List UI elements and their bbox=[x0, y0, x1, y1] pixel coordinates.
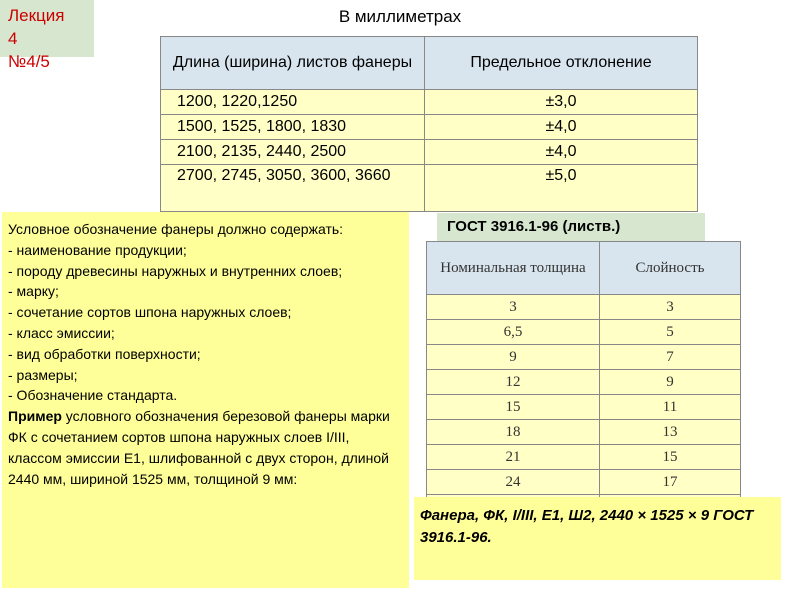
tolerance-cell: ±4,0 bbox=[425, 140, 698, 165]
requirement-line: Условное обозначение фанеры должно содержать: bbox=[8, 221, 344, 237]
example-result-box bbox=[414, 497, 781, 580]
plies-cell: 15 bbox=[600, 445, 741, 470]
requirement-line: - сочетание сортов шпона наружных слоев; bbox=[8, 304, 292, 321]
plies-cell: 11 bbox=[600, 395, 741, 420]
example-text: условного обозначения березовой фанеры марки ФК с сочетанием сортов шпона наружных слоев I/III, классом эмиссии Е1, шлифованной с двух сторон, длиной 2440 мм, шириной 1525 мм, толщиной 9 мм: bbox=[8, 408, 390, 487]
thickness-cell: 21 bbox=[427, 445, 600, 470]
dimensions-table bbox=[160, 36, 698, 212]
header-thickness: Номинальная толщина bbox=[427, 242, 600, 295]
example-paragraph bbox=[8, 406, 403, 489]
units-title: В миллиметрах bbox=[338, 7, 462, 26]
table-row bbox=[427, 370, 741, 395]
table-row bbox=[161, 90, 698, 115]
table-row bbox=[161, 165, 698, 212]
header-plies: Слойность bbox=[600, 242, 741, 295]
tolerance-cell: ±5,0 bbox=[425, 165, 698, 212]
length-cell: 1200, 1220,1250 bbox=[161, 90, 425, 115]
requirements-text bbox=[8, 219, 403, 489]
thickness-cell: 3 bbox=[427, 295, 600, 320]
requirement-line: - породу древесины наружных и внутренних слоев; bbox=[8, 262, 343, 279]
plies-cell: 9 bbox=[600, 370, 741, 395]
table-row bbox=[427, 395, 741, 420]
table-row bbox=[427, 445, 741, 470]
table-row bbox=[161, 115, 698, 140]
plies-cell: 3 bbox=[600, 295, 741, 320]
requirement-line: - размеры; bbox=[8, 366, 78, 383]
table-row bbox=[427, 295, 741, 320]
lecture-number: 4 bbox=[8, 29, 18, 48]
table-row bbox=[161, 140, 698, 165]
requirements-box bbox=[2, 212, 409, 588]
thickness-cell: 18 bbox=[427, 420, 600, 445]
requirement-line: - марку; bbox=[8, 283, 59, 300]
example-bold: Пример bbox=[8, 408, 62, 425]
requirement-line: - класс эмиссии; bbox=[8, 324, 115, 341]
table-row bbox=[427, 470, 741, 495]
table-row bbox=[427, 345, 741, 370]
example-result-text: Фанера, ФК, I/III, Е1, Ш2, 2440 × 1525 × 9 ГОСТ 3916.1-96. bbox=[420, 507, 754, 546]
thickness-table bbox=[426, 241, 741, 510]
length-cell: 2100, 2135, 2440, 2500 bbox=[161, 140, 425, 165]
header-length: Длина (ширина) листов фанеры bbox=[161, 37, 425, 90]
requirement-line: - вид обработки поверхности; bbox=[8, 345, 201, 362]
plies-cell: 13 bbox=[600, 420, 741, 445]
table-header-row bbox=[427, 242, 741, 295]
thickness-cell: 12 bbox=[427, 370, 600, 395]
thickness-cell: 15 bbox=[427, 395, 600, 420]
gost-label bbox=[437, 213, 705, 243]
lecture-section: №4/5 bbox=[8, 52, 50, 71]
table-header-row bbox=[161, 37, 698, 90]
thickness-cell: 24 bbox=[427, 470, 600, 495]
length-cell: 2700, 2745, 3050, 3600, 3660 bbox=[161, 165, 425, 212]
table-row bbox=[427, 420, 741, 445]
plies-cell: 7 bbox=[600, 345, 741, 370]
requirement-line: - наименование продукции; bbox=[8, 241, 187, 258]
table-row bbox=[427, 320, 741, 345]
thickness-cell: 6,5 bbox=[427, 320, 600, 345]
gost-label-text: ГОСТ 3916.1-96 (листв.) bbox=[447, 218, 621, 235]
plies-cell: 17 bbox=[600, 470, 741, 495]
lecture-label: Лекция bbox=[8, 6, 65, 25]
length-cell: 1500, 1525, 1800, 1830 bbox=[161, 115, 425, 140]
thickness-cell: 9 bbox=[427, 345, 600, 370]
tolerance-cell: ±3,0 bbox=[425, 90, 698, 115]
plies-cell: 5 bbox=[600, 320, 741, 345]
tolerance-cell: ±4,0 bbox=[425, 115, 698, 140]
requirement-line: - Обозначение стандарта. bbox=[8, 387, 178, 404]
header-tolerance: Предельное отклонение bbox=[425, 37, 698, 90]
